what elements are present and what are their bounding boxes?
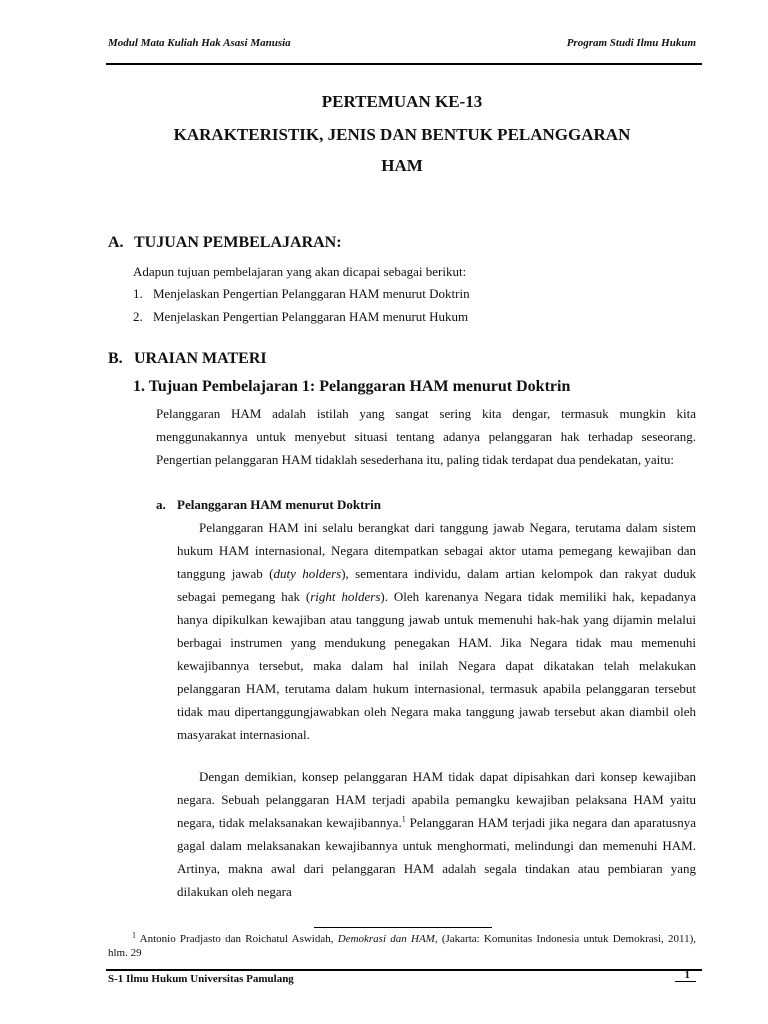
chapter-title-continued: HAM <box>381 156 423 175</box>
section-b-letter: B. <box>108 350 123 367</box>
objective-item <box>133 309 468 325</box>
objectives-intro: Adapun tujuan pembelajaran yang akan dicapai sebagai berikut: <box>133 264 467 279</box>
body-paragraph-state-obligation: Dengan demikian, konsep pelanggaran HAM tidak dapat dipisahkan dari konsep kewajiban negara. Sebuah pelanggaran HAM terjadi apabila pemangku kewajiban pelaksana HAM yaitu negara, tidak melaksanakan kewajibannya.$^1$ Pelanggaran HAM terjadi jika negara dan aparatusnya gagal dalam melaksanakan kewajibannya untuk menghormati, melindungi dan memenuhi HAM. Artinya, makna awal dari pelanggaran HAM adalah segala tindakan atau pembiaran yang dilakukan oleh negara <box>177 769 696 899</box>
term-right-holders: right holders <box>310 589 381 604</box>
footnote-source-title: Demokrasi dan HAM <box>337 933 435 945</box>
subsection-heading: 1. Tujuan Pembelajaran 1: Pelanggaran HAM menurut Doktrin <box>133 378 571 395</box>
section-b-title: URAIAN MATERI <box>134 350 267 367</box>
section-a-heading <box>108 234 342 252</box>
objective-number: 2. <box>133 309 143 324</box>
footnote-separator <box>314 927 492 928</box>
objective-text: Menjelaskan Pengertian Pelanggaran HAM menurut Doktrin <box>153 286 470 301</box>
meeting-title: PERTEMUAN KE-13 <box>321 92 483 111</box>
point-a-letter: a. <box>156 497 166 512</box>
footnote-authors: Antonio Pradjasto dan Roichatul Aswidah, <box>139 933 334 945</box>
footer-rule <box>106 969 702 971</box>
objective-text: Menjelaskan Pengertian Pelanggaran HAM menurut Hukum <box>153 309 469 324</box>
footnote-number: 1 <box>132 930 136 940</box>
footnote-reference[interactable]: 1 <box>401 814 406 824</box>
section-a-title: TUJUAN PEMBELAJARAN: <box>134 234 342 251</box>
footnote <box>108 932 696 960</box>
term-duty-holders: duty holders <box>273 566 342 581</box>
running-header-module: Modul Mata Kuliah Hak Asasi Manusia <box>108 37 291 49</box>
footer-institution: S-1 Ilmu Hukum Universitas Pamulang <box>108 973 294 985</box>
section-b-heading <box>108 350 267 368</box>
point-a-title: Pelanggaran HAM menurut Doktrin <box>177 497 382 512</box>
section-a-letter: A. <box>108 234 124 251</box>
footnote-details: , (Jakarta: Komunitas Indonesia untuk Demokrasi, 2011), hlm. 29 <box>108 933 696 959</box>
chapter-title: KARAKTERISTIK, JENIS DAN BENTUK PELANGGARAN <box>173 125 631 144</box>
body-paragraph-state-responsibility: Pelanggaran HAM ini selalu berangkat dari tanggung jawab Negara, terutama dalam sistem hukum HAM internasional, Negara ditempatkan sebagai aktor utama pemegang kewajiban dan tanggung jawab (duty holders), sementara individu, dalam artian kelompok dan rakyat duduk sebagai pemegang hak (right holders). Oleh karenanya Negara tidak memiliki hak, kepadanya hanya dipikulkan kewajiban atau tanggung jawab untuk memenuhi hak-hak yang dijamin melalui berbagai instrumen yang mendukung penegakan HAM. Jika Negara tidak mau memenuhi kewajibannya tersebut, maka dalam hal inilah Negara dapat dikatakan telah melakukan pelanggaran HAM, terutama dalam hukum internasional, termasuk apabila pelanggaran tersebut tidak mau dipertanggungjawabkan oleh Negara maka tanggung jawab tersebut akan diambil oleh masyarakat internasional. <box>177 520 696 742</box>
header-rule <box>106 63 702 65</box>
point-a-heading <box>156 497 381 513</box>
page-number: 1 <box>675 969 697 982</box>
intro-paragraph: Pelanggaran HAM adalah istilah yang sangat sering kita dengar, termasuk mungkin kita menggunakannya untuk menyebut situasi tentang adanya pelanggaran hak terhadap seseorang. Pengertian pelanggaran HAM tidaklah sesederhana itu, paling tidak terdapat dua pendekatan, yaitu: <box>156 406 696 467</box>
running-header-program: Program Studi Ilmu Hukum <box>566 37 696 49</box>
objective-item <box>133 286 470 302</box>
objective-number: 1. <box>133 286 143 301</box>
